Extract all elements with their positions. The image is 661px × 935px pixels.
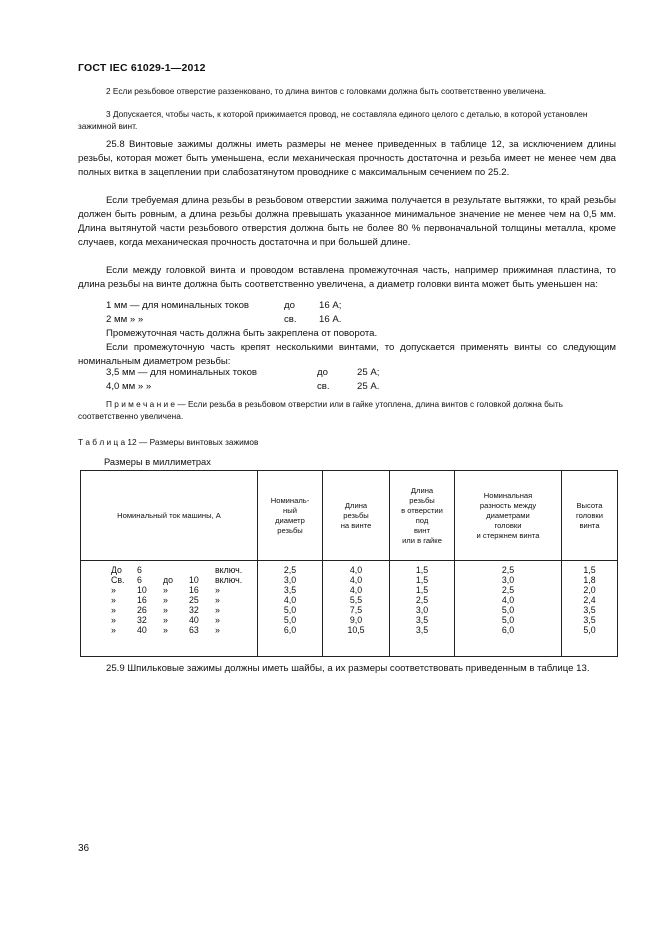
paragraph-fixed: Промежуточная часть должна быть закреплена от поворота. bbox=[106, 328, 378, 339]
table-cell-value: 3,0 bbox=[283, 575, 297, 585]
current-range: Св. 6 до 10 включ. bbox=[111, 575, 243, 585]
table-cell-value: 10,5 bbox=[347, 625, 365, 635]
table-cell-value: 3,5 bbox=[583, 605, 596, 615]
table-cell-value: 9,0 bbox=[349, 615, 363, 625]
table-cell-value: 1,5 bbox=[415, 575, 429, 585]
table-cell-value: 5,5 bbox=[349, 595, 363, 605]
col-screw-length bbox=[323, 561, 390, 657]
paragraph-thread-length: Если требуемая длина резьбы в резьбовом отверстии зажима получается в результате вытяжки, то край резьбы должен быть ровным, а длина резьбы должна превышать указанное минимальное значение не менее чем на 0,5 мм. Длина вытянутой части резьбового отверстия должна быть не более 80 % первоначальной толщины металла, кроме случаев, когда механическая прочность достаточна и при большей длине. bbox=[78, 195, 616, 249]
plate-row-2: 2 мм » » св. 16 А. bbox=[106, 314, 342, 325]
table-cell-value: 2,5 bbox=[501, 565, 515, 575]
document-header: ГОСТ IEC 61029-1—2012 bbox=[78, 62, 206, 74]
table-cell-value: 6,0 bbox=[283, 625, 297, 635]
col-head-height bbox=[562, 561, 618, 657]
table-cell-value: 4,0 bbox=[349, 585, 363, 595]
table-cell-value: 2,4 bbox=[583, 595, 596, 605]
col-current bbox=[81, 561, 258, 657]
current-range: » 16 » 25 » bbox=[111, 595, 220, 605]
table-cell-value: 2,5 bbox=[415, 595, 429, 605]
screw-terminal-table bbox=[80, 470, 618, 657]
table-cell-value: 4,0 bbox=[349, 575, 363, 585]
col-hole-length bbox=[390, 561, 455, 657]
table-cell-value: 1,5 bbox=[415, 565, 429, 575]
table-cell-value: 2,0 bbox=[583, 585, 596, 595]
table-cell-value: 1,5 bbox=[415, 585, 429, 595]
table-header-row bbox=[81, 471, 618, 561]
table-cell-value: 1,5 bbox=[583, 565, 596, 575]
col-diameter-difference bbox=[455, 561, 562, 657]
screw-row-1: 3,5 мм — для номинальных токов до 25 А; bbox=[106, 367, 380, 378]
current-range: До 6 включ. bbox=[111, 565, 243, 575]
table-cell-value: 3,5 bbox=[283, 585, 297, 595]
table-data-row bbox=[81, 561, 618, 657]
table-cell-value: 3,5 bbox=[583, 615, 596, 625]
paragraph-25-8: 25.8 Винтовые зажимы должны иметь размеры не менее приведенных в таблице 12, за исключением длины резьбы, которая может быть уменьшена, если механическая прочность достаточна и резьба имеет не менее чем два полных витка в зацеплении при слабозатянутом проводнике с максимальным сечением по 25.2. bbox=[78, 139, 616, 179]
table-cell-value: 6,0 bbox=[501, 625, 515, 635]
table-cell-value: 7,5 bbox=[349, 605, 363, 615]
header-current: Номинальный ток машины, А bbox=[81, 471, 258, 561]
table-cell-value: 2,5 bbox=[283, 565, 297, 575]
table-cell-value: 1,8 bbox=[583, 575, 596, 585]
note-recessed-thread: П р и м е ч а н и е — Если резьба в резьбовом отверстии или в гайке утоплена, длина винтов с головкой должна быть соответственно увеличена. bbox=[78, 399, 563, 421]
table-cell-value: 4,0 bbox=[283, 595, 297, 605]
table-cell-value: 2,5 bbox=[501, 585, 515, 595]
header-diameter-difference: Номинальная разность между диаметрами головки и стержнем винта bbox=[455, 471, 562, 561]
current-range: » 32 » 40 » bbox=[111, 615, 220, 625]
table-units: Размеры в миллиметрах bbox=[104, 457, 211, 467]
table-cell-value: 3,0 bbox=[415, 605, 429, 615]
table-cell-value: 3,5 bbox=[415, 615, 429, 625]
table-caption: Т а б л и ц а 12 — Размеры винтовых зажимов bbox=[78, 437, 259, 447]
table-cell-value: 3,0 bbox=[501, 575, 515, 585]
table-cell-value: 3,5 bbox=[415, 625, 429, 635]
header-screw-length: Длина резьбы на винте bbox=[323, 471, 390, 561]
header-hole-length: Длина резьбы в отверстии под винт или в гайке bbox=[390, 471, 455, 561]
paragraph-25-9: 25.9 Шпильковые зажимы должны иметь шайбы, а их размеры соответствовать приведенным в таблице 13. bbox=[106, 663, 590, 674]
current-range: » 10 » 16 » bbox=[111, 585, 220, 595]
current-range: » 26 » 32 » bbox=[111, 605, 220, 615]
table-cell-value: 5,0 bbox=[501, 615, 515, 625]
current-range: » 40 » 63 » bbox=[111, 625, 220, 635]
header-diameter: Номиналь- ный диаметр резьбы bbox=[258, 471, 323, 561]
page-number: 36 bbox=[78, 843, 90, 854]
table-cell-value: 4,0 bbox=[501, 595, 515, 605]
table-cell-value: 4,0 bbox=[349, 565, 363, 575]
col-diameter bbox=[258, 561, 323, 657]
header-head-height: Высота головки винта bbox=[562, 471, 618, 561]
table-cell-value: 5,0 bbox=[501, 605, 515, 615]
table-cell-value: 5,0 bbox=[283, 615, 297, 625]
table-cell-value: 5,0 bbox=[283, 605, 297, 615]
plate-row-1: 1 мм — для номинальных токов до 16 А; bbox=[106, 300, 342, 311]
paragraph-pressure-plate: Если между головкой винта и проводом вставлена промежуточная часть, например прижимная пластина, то длина резьбы на винте должна быть соответственно увеличена, а диаметр головки винта может быть уменьшен на: bbox=[78, 265, 616, 291]
table-cell-value: 5,0 bbox=[583, 625, 596, 635]
paragraph-multiple-screws: Если промежуточную часть крепят несколькими винтами, то допускается применять винты со следующим номинальным диаметром резьбы: bbox=[78, 342, 616, 368]
note-3: 3 Допускается, чтобы часть, к которой прижимается провод, не составляла единого целого с деталью, в которой установлен зажимной винт. bbox=[78, 109, 588, 131]
screw-row-2: 4,0 мм » » св. 25 А. bbox=[106, 381, 380, 392]
note-2: 2 Если резьбовое отверстие раззенковано, то длина винтов с головками должна быть соответственно увеличена. bbox=[106, 86, 547, 96]
